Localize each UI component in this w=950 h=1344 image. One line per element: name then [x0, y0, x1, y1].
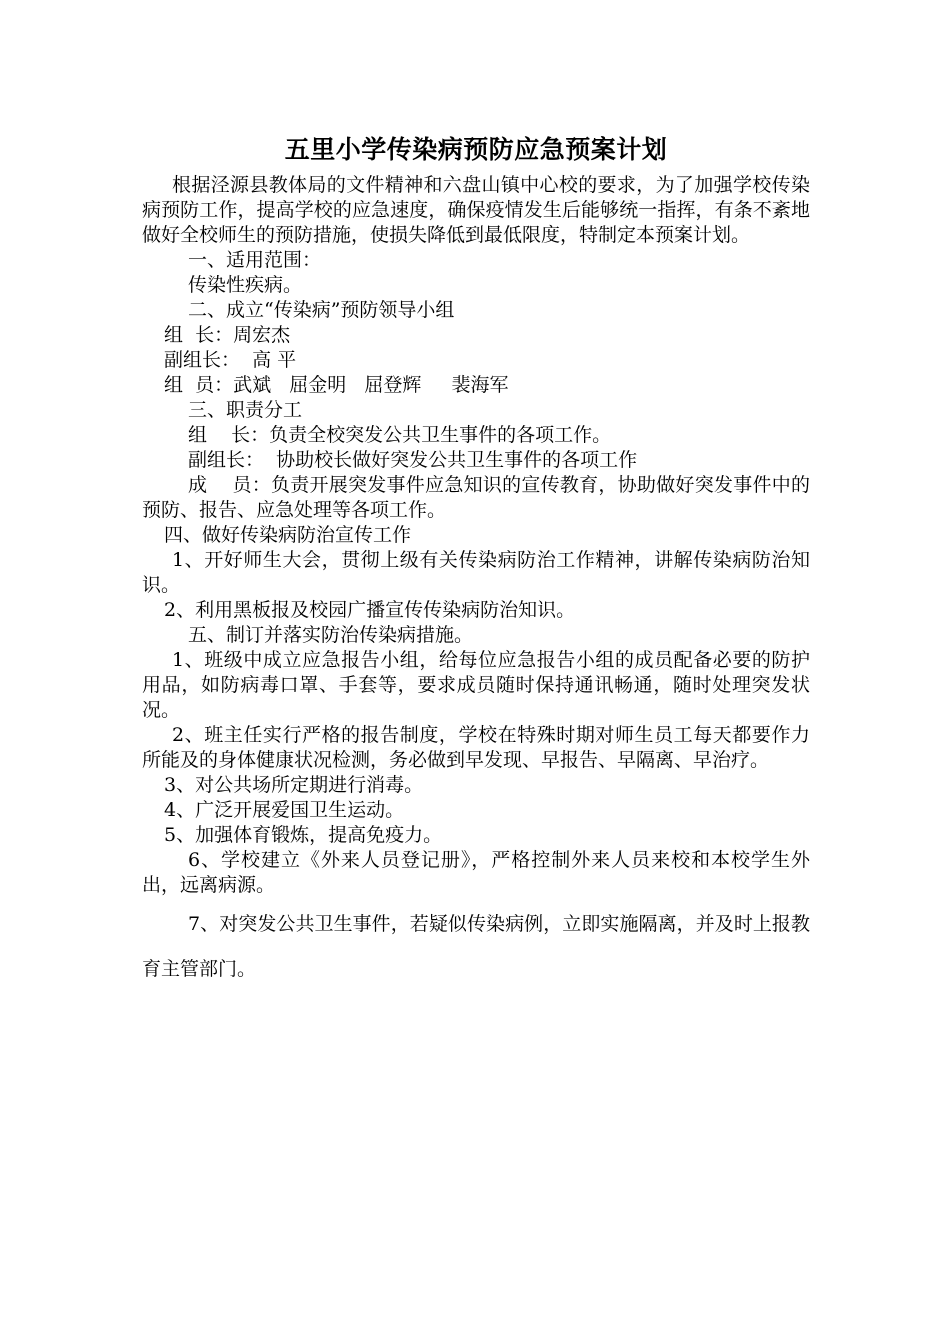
section-heading-leadership: 二、成立“传染病”预防领导小组 — [188, 299, 455, 321]
members-line: 组 员：武斌 屈金明 屈登辉 裴海军 — [164, 374, 509, 396]
leader-line: 组 长：周宏杰 — [164, 324, 291, 346]
measure-item-6: 6、学校建立《外来人员登记册》，严格控制外来人员来校和本校学生外出，远离病源。 — [142, 849, 810, 896]
section-heading-scope: 一、适用范围： — [188, 249, 322, 271]
section-heading-measures: 五、制订并落实防治传染病措施。 — [188, 624, 474, 646]
scope-text: 传染性疾病。 — [188, 274, 303, 296]
measure-item-4: 4、广泛开展爱国卫生运动。 — [164, 799, 405, 821]
intro-paragraph: 根据泾源县教体局的文件精神和六盘山镇中心校的要求，为了加强学校传染病预防工作，提高学校的应急速度，确保疫情发生后能够统一指挥，有条不紊地做好全校师生的预防措施，使损失降低到最低限度，特制定本预案计划。 — [142, 174, 810, 246]
section-heading-duties: 三、职责分工 — [188, 399, 303, 421]
document-body — [142, 132, 810, 992]
publicity-item-2: 2、利用黑板报及校园广播宣传传染病防治知识。 — [164, 599, 576, 621]
duty-members: 成 员：负责开展突发事件应急知识的宣传教育，协助做好突发事件中的预防、报告、应急处理等各项工作。 — [142, 474, 810, 521]
duty-deputy: 副组长： 协助校长做好突发公共卫生事件的各项工作 — [188, 449, 638, 471]
measure-item-2: 2、班主任实行严格的报告制度，学校在特殊时期对师生员工每天都要作力所能及的身体健康状况检测，务必做到早发现、早报告、早隔离、早治疗。 — [142, 724, 810, 771]
duty-leader: 组 长：负责全校突发公共卫生事件的各项工作。 — [188, 424, 612, 446]
section-heading-publicity: 四、做好传染病防治宣传工作 — [164, 524, 412, 546]
document-title: 五里小学传染病预防应急预案计划 — [284, 135, 668, 164]
deputy-leader-line: 副组长： 高 平 — [164, 349, 297, 371]
publicity-item-1: 1、开好师生大会，贯彻上级有关传染病防治工作精神，讲解传染病防治知识。 — [142, 549, 810, 596]
measure-item-5: 5、加强体育锻炼，提高免疫力。 — [164, 824, 443, 846]
measure-item-7: 7、对突发公共卫生事件，若疑似传染病例，立即实施隔离，并及时上报教育主管部门。 — [142, 913, 810, 980]
measure-item-3: 3、对公共场所定期进行消毒。 — [164, 774, 424, 796]
measure-item-1: 1、班级中成立应急报告小组，给每位应急报告小组的成员配备必要的防护用品，如防病毒口罩、手套等，要求成员随时保持通讯畅通，随时处理突发状况。 — [142, 649, 810, 721]
